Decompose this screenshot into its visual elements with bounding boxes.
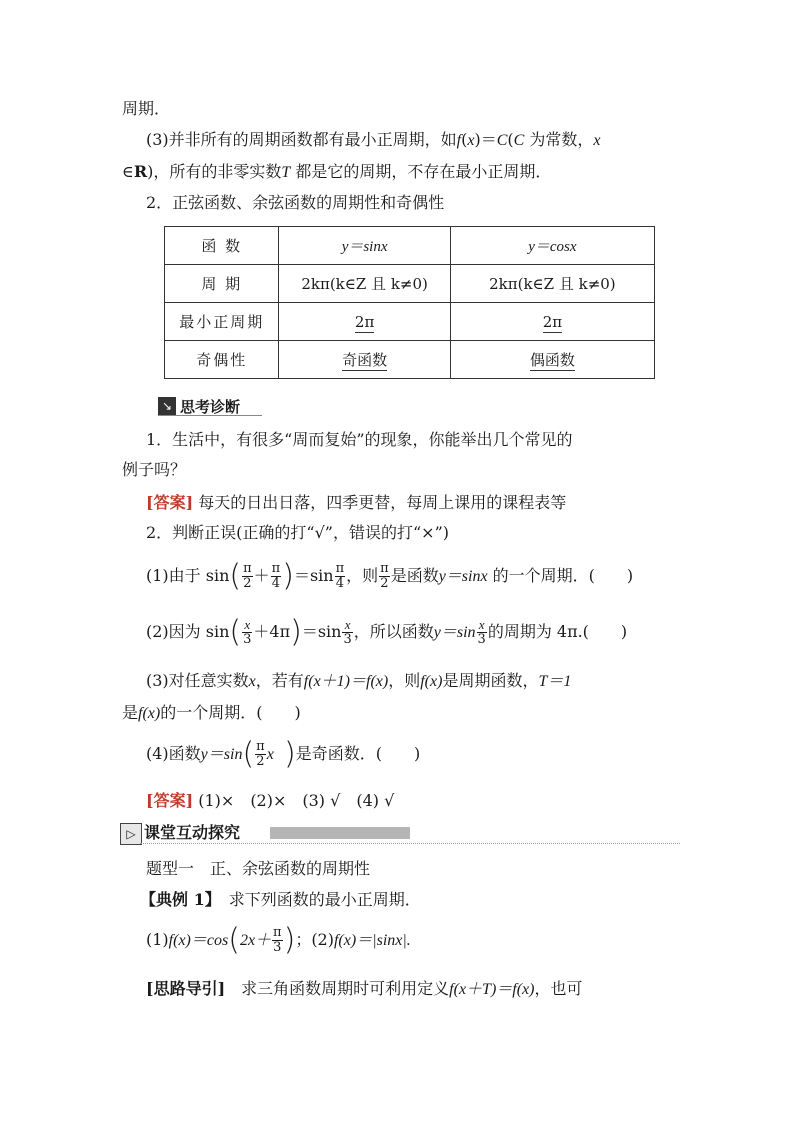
text: ；(2)	[295, 930, 334, 949]
text: ∈	[122, 162, 134, 181]
math-var: x	[266, 746, 274, 763]
text: ，所以函数	[353, 622, 434, 641]
fraction: $\frac{\pi}{2}$	[380, 561, 389, 591]
answer-tag: [答案]	[146, 493, 194, 512]
text: ＝sin	[301, 622, 342, 641]
text: 是周期函数，	[442, 671, 539, 690]
text-line: 2．判断正误(正确的打“√”，错误的打“×”)	[146, 523, 449, 542]
think-diagnosis-header	[158, 396, 240, 416]
text-line	[146, 978, 583, 1001]
table-cell: 2kπ(k∈Z 且 k≠0)	[450, 265, 654, 303]
text: (3)并非所有的周期函数都有最小正周期，如	[146, 130, 457, 149]
text: (4)函数	[146, 744, 201, 763]
text: 求下列函数的最小正周期．	[212, 890, 421, 909]
text: ，则	[346, 566, 379, 585]
fraction: $\frac{\pi}{3}$	[273, 925, 282, 955]
math-expr: y＝sin	[200, 746, 243, 763]
cell-answer: 2π	[542, 312, 563, 331]
divider	[158, 415, 262, 416]
text: ＝sin	[293, 566, 334, 585]
formula-line: (4)函数y＝sin( $\frac{\pi}{2}$ x )是奇函数．( )	[146, 736, 421, 772]
decor-bar	[270, 827, 410, 839]
text: )，所有的非零实数	[147, 162, 282, 181]
text-line	[146, 492, 566, 514]
text-line: 周期．	[122, 99, 171, 118]
text: 的周期为 4π.( )	[487, 622, 628, 641]
text: ＋	[253, 566, 270, 585]
formula-line: (1)f(x)＝cos(2x＋ $\frac{\pi}{3}$ )；(2)f(x)＝|sinx|.	[146, 922, 411, 958]
math-expr: f(x)	[420, 673, 443, 690]
text-line	[146, 790, 394, 812]
text-line	[122, 702, 301, 725]
text-line: 例子吗？	[122, 460, 187, 479]
text: ，若有	[255, 671, 304, 690]
table-cell: y＝sinx	[279, 227, 450, 265]
text: 的一个周期．( )	[160, 703, 301, 722]
math-expr: T＝1	[538, 673, 572, 690]
text: (	[461, 130, 468, 149]
table-cell: 奇偶性	[165, 341, 279, 379]
text: (1)× (2)× (3) √ (4) √	[193, 791, 395, 810]
fraction: $\frac{x}{3}$	[343, 617, 352, 647]
text: (3)对任意实数	[146, 671, 249, 690]
section-header	[120, 822, 680, 844]
formula-line: (1)由于 sin( $\frac{\pi}{2}$ ＋ $\frac{\pi}{4}$ )＝sin $\frac{\pi}{4}$ ，则 $\frac{\pi}{2}$ 是函数y＝sinx 的一个周期．( )	[146, 558, 634, 594]
example-tag: 【典例 1】	[140, 890, 213, 909]
think-label: 思考诊断	[180, 397, 241, 416]
period-table	[164, 226, 655, 379]
math-expr: f(x)＝|sinx|.	[333, 932, 411, 949]
math-var: C	[496, 132, 508, 149]
fraction: $\frac{x}{3}$	[243, 617, 252, 647]
text: 每天的日出日落，四季更替，每周上课用的课程表等	[193, 493, 567, 512]
hint-tag: [思路导引]	[146, 979, 226, 998]
text-line	[140, 889, 421, 911]
text: (1)	[146, 930, 169, 949]
text: )＝	[474, 130, 497, 149]
math-var: C	[513, 132, 525, 149]
math-expr: y＝sin	[433, 624, 476, 641]
text: ，也可	[534, 979, 583, 998]
math-expr: f(x)＝cos	[168, 932, 229, 949]
table-cell: 2kπ(k∈Z 且 k≠0)	[279, 265, 450, 303]
table-cell: y＝cosx	[450, 227, 654, 265]
table-row	[165, 341, 655, 379]
text-line	[146, 670, 571, 693]
text: 为常数，	[524, 130, 594, 149]
text: 是函数	[390, 566, 439, 585]
text: 的一个周期．( )	[487, 566, 634, 585]
cell-answer: 偶函数	[529, 351, 575, 369]
divider	[140, 843, 680, 844]
math-var: f	[456, 132, 462, 149]
fraction: $\frac{x}{3}$	[477, 617, 486, 647]
play-icon: ▷	[120, 823, 142, 845]
math-expr: 2x＋	[239, 932, 272, 949]
text: (1)由于 sin	[146, 566, 230, 585]
table-cell: 函 数	[165, 227, 279, 265]
text: ，则	[388, 671, 421, 690]
cell-answer: 奇函数	[342, 351, 388, 369]
table-row	[165, 265, 655, 303]
text-line	[122, 161, 551, 184]
section-heading: 2．正弦函数、余弦函数的周期性和奇偶性	[146, 193, 445, 212]
table-cell: 周 期	[165, 265, 279, 303]
text: 是	[122, 703, 139, 722]
table-cell: 最小正周期	[165, 303, 279, 341]
table-cell	[279, 303, 450, 341]
table-cell	[279, 341, 450, 379]
text: 都是它的周期，不存在最小正周期．	[290, 162, 552, 181]
math-var: T	[281, 164, 291, 181]
math-set: R	[133, 162, 148, 181]
text: ＋4π	[253, 622, 291, 641]
text-line	[146, 129, 601, 152]
math-expr: f(x)	[138, 705, 161, 722]
text-line: 1．生活中，有很多“周而复始”的现象，你能举出几个常见的	[146, 430, 573, 449]
text: 是奇函数．( )	[295, 744, 421, 763]
section-label: 课堂互动探究	[144, 823, 241, 842]
arrow-icon: ↘	[158, 397, 176, 415]
formula-line: (2)因为 sin( $\frac{x}{3}$ ＋4π)＝sin $\frac{x}{3}$ ，所以函数y＝sin $\frac{x}{3}$ 的周期为 4π.( )	[146, 614, 628, 650]
text: (2)因为 sin	[146, 622, 230, 641]
math-expr: f(x＋1)＝f(x)	[303, 673, 389, 690]
math-var: x	[593, 132, 601, 149]
math-var: x	[248, 673, 256, 690]
fraction: $\frac{\pi}{2}$	[243, 561, 252, 591]
text: 求三角函数周期时可利用定义	[225, 979, 450, 998]
table-row	[165, 227, 655, 265]
math-expr: y＝sinx	[438, 568, 488, 585]
text: (	[507, 130, 514, 149]
fraction: $\frac{\pi}{4}$	[271, 561, 281, 591]
math-expr: f(x＋T)＝f(x)	[449, 981, 535, 998]
answer-tag: [答案]	[146, 791, 194, 810]
table-row	[165, 303, 655, 341]
fraction: $\frac{\pi}{4}$	[335, 561, 345, 591]
table-cell	[450, 341, 654, 379]
text-line: 题型一 正、余弦函数的周期性	[146, 859, 371, 878]
fraction: $\frac{\pi}{2}$	[256, 739, 265, 769]
cell-answer: 2π	[354, 312, 375, 331]
table-cell	[450, 303, 654, 341]
math-var: x	[467, 132, 475, 149]
